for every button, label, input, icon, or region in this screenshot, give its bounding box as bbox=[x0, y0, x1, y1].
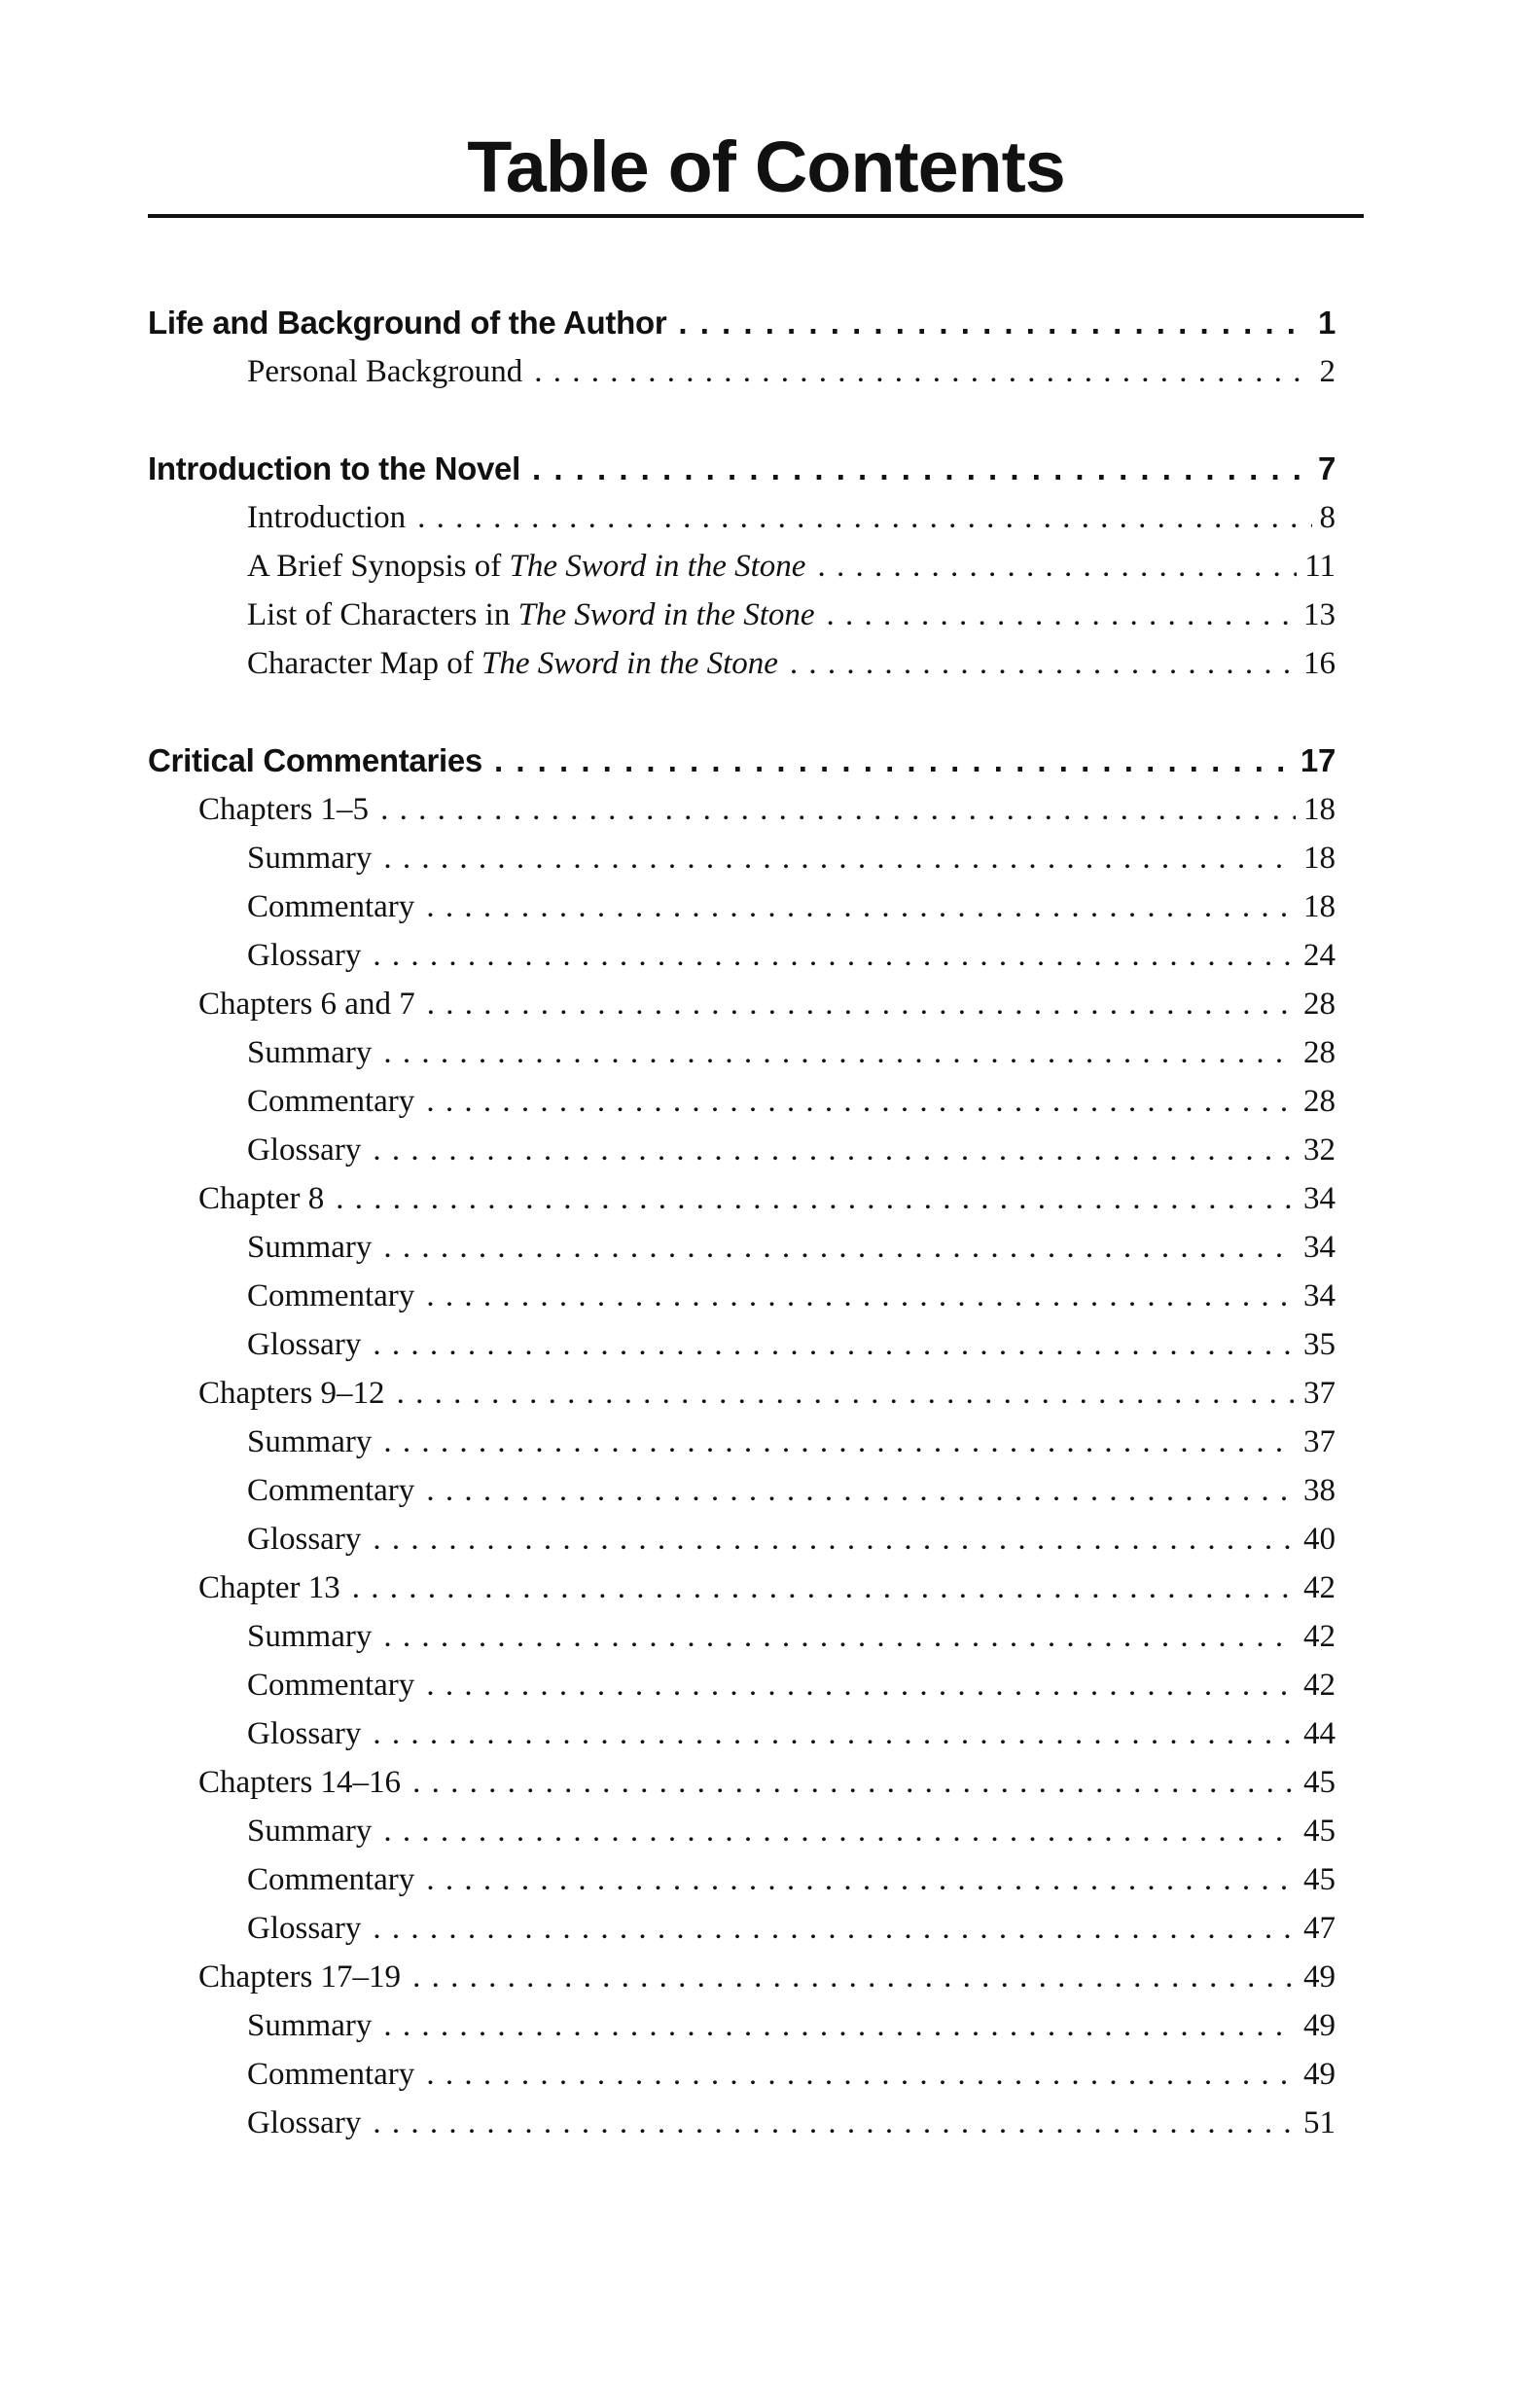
dot-leader bbox=[678, 305, 1310, 341]
dot-leader bbox=[426, 1084, 1296, 1120]
toc-page-number: 38 bbox=[1303, 1473, 1336, 1508]
toc-section-critical-commentaries[interactable] bbox=[148, 742, 1336, 779]
dot-leader bbox=[352, 1570, 1296, 1606]
dot-leader bbox=[383, 1619, 1296, 1655]
dot-leader bbox=[383, 1035, 1296, 1071]
toc-page-number: 16 bbox=[1303, 646, 1336, 681]
toc-entry-label: Chapter 13 bbox=[198, 1570, 340, 1605]
dot-leader bbox=[790, 646, 1296, 682]
toc-entry-label: Glossary bbox=[247, 1911, 362, 1946]
toc-entry-summary[interactable] bbox=[247, 1814, 1336, 1850]
toc-entry-commentary[interactable] bbox=[247, 1084, 1336, 1120]
dot-leader bbox=[426, 1473, 1296, 1509]
toc-entry-commentary[interactable] bbox=[247, 1862, 1336, 1898]
dot-leader bbox=[426, 2057, 1296, 2093]
toc-entry-introduction[interactable] bbox=[247, 500, 1336, 536]
toc-entry-label: Glossary bbox=[247, 2105, 362, 2140]
toc-page-number: 8 bbox=[1319, 500, 1336, 535]
toc-page-number: 51 bbox=[1303, 2105, 1336, 2140]
toc-entry-glossary[interactable] bbox=[247, 2105, 1336, 2141]
toc-page-number: 45 bbox=[1303, 1862, 1336, 1897]
toc-page-number: 49 bbox=[1303, 1959, 1336, 1995]
toc-entry-label: Summary bbox=[247, 2008, 373, 2043]
toc-page-number: 45 bbox=[1303, 1765, 1336, 1800]
dot-leader bbox=[383, 1230, 1296, 1266]
dot-leader bbox=[373, 1132, 1296, 1168]
dot-leader bbox=[373, 1522, 1296, 1558]
toc-page-number: 49 bbox=[1303, 2008, 1336, 2043]
dot-leader bbox=[427, 987, 1296, 1023]
toc-page-number: 7 bbox=[1317, 450, 1336, 486]
toc-chapter[interactable] bbox=[198, 1376, 1336, 1412]
toc-page-number: 42 bbox=[1303, 1619, 1336, 1654]
dot-leader bbox=[426, 889, 1296, 925]
toc-page-number: 28 bbox=[1303, 1035, 1336, 1070]
toc-entry-commentary[interactable] bbox=[247, 1278, 1336, 1314]
toc-entry-summary[interactable] bbox=[247, 1035, 1336, 1071]
toc-page-number: 35 bbox=[1303, 1327, 1336, 1362]
dot-leader bbox=[373, 1911, 1296, 1947]
toc-page-number: 2 bbox=[1319, 354, 1336, 389]
toc-entry-summary[interactable] bbox=[247, 1230, 1336, 1266]
toc-entry-label: Chapters 9–12 bbox=[198, 1376, 385, 1411]
toc-entry-commentary[interactable] bbox=[247, 1473, 1336, 1509]
toc-entry-summary[interactable] bbox=[247, 1619, 1336, 1655]
toc-page-number: 42 bbox=[1303, 1668, 1336, 1703]
dot-leader bbox=[383, 1424, 1296, 1460]
toc-page-number: 1 bbox=[1317, 305, 1336, 341]
toc-entry-label: Glossary bbox=[247, 1327, 362, 1362]
dot-leader bbox=[426, 1862, 1296, 1898]
toc-entry-label: Glossary bbox=[247, 1716, 362, 1751]
dot-leader bbox=[426, 1668, 1296, 1704]
toc-chapter[interactable] bbox=[198, 1570, 1336, 1606]
toc-entry-label: Chapters 14–16 bbox=[198, 1765, 402, 1800]
toc-entry-label: Commentary bbox=[247, 1278, 415, 1313]
toc-page-number: 32 bbox=[1303, 1132, 1336, 1168]
toc-entry-brief-synopsis[interactable] bbox=[247, 549, 1336, 585]
dot-leader bbox=[417, 500, 1311, 536]
toc-entry-label: Chapters 6 and 7 bbox=[198, 987, 415, 1022]
dot-leader bbox=[534, 354, 1311, 390]
toc-entry-label: Critical Commentaries bbox=[148, 742, 482, 778]
toc-page-number: 11 bbox=[1304, 549, 1336, 584]
toc-entry-label: List of Characters in The Sword in the Stone bbox=[247, 597, 815, 632]
book-title: The Sword in the Stone bbox=[517, 597, 815, 632]
toc-page-number: 24 bbox=[1303, 938, 1336, 973]
book-title: The Sword in the Stone bbox=[509, 549, 806, 584]
toc-entry-label: Summary bbox=[247, 1035, 373, 1070]
dot-leader bbox=[412, 1959, 1296, 1995]
dot-leader bbox=[373, 938, 1296, 974]
toc-entry-label: Character Map of The Sword in the Stone bbox=[247, 646, 778, 681]
toc-section-introduction-novel[interactable] bbox=[148, 450, 1336, 487]
toc-page-number: 37 bbox=[1303, 1424, 1336, 1459]
toc-entry-label: Glossary bbox=[247, 938, 362, 973]
toc-entry-label: Introduction to the Novel bbox=[148, 450, 520, 486]
toc-chapter[interactable] bbox=[198, 792, 1336, 828]
dot-leader bbox=[397, 1376, 1296, 1412]
title-rule bbox=[148, 214, 1364, 218]
toc-entry-commentary[interactable] bbox=[247, 2057, 1336, 2093]
toc-chapter[interactable] bbox=[198, 1181, 1336, 1217]
dot-leader bbox=[494, 742, 1293, 779]
toc-entry-summary[interactable] bbox=[247, 1424, 1336, 1460]
toc-entry-label: Commentary bbox=[247, 1668, 415, 1703]
dot-leader bbox=[383, 1814, 1296, 1850]
toc-page-number: 37 bbox=[1303, 1376, 1336, 1411]
book-title: The Sword in the Stone bbox=[481, 646, 778, 681]
toc-entry-glossary[interactable] bbox=[247, 938, 1336, 974]
dot-leader bbox=[336, 1181, 1296, 1217]
toc-entry-list-of-characters[interactable] bbox=[247, 597, 1336, 633]
toc-page-number: 28 bbox=[1303, 987, 1336, 1022]
toc-entry-label: Summary bbox=[247, 1814, 373, 1849]
toc-entry-glossary[interactable] bbox=[247, 1911, 1336, 1947]
toc-entry-label: Commentary bbox=[247, 2057, 415, 2092]
dot-leader bbox=[817, 549, 1297, 585]
toc-entry-glossary[interactable] bbox=[247, 1716, 1336, 1752]
dot-leader bbox=[827, 597, 1296, 633]
toc-entry-label: Chapter 8 bbox=[198, 1181, 325, 1216]
toc-entry-label: Summary bbox=[247, 841, 373, 876]
toc-page-number: 18 bbox=[1303, 889, 1336, 924]
toc-entry-label: Life and Background of the Author bbox=[148, 305, 667, 341]
toc-page-number: 34 bbox=[1303, 1181, 1336, 1216]
toc-entry-label: Chapters 17–19 bbox=[198, 1959, 402, 1995]
toc-entry-character-map[interactable] bbox=[247, 646, 1336, 682]
dot-leader bbox=[532, 450, 1310, 487]
toc-entry-label: Glossary bbox=[247, 1522, 362, 1557]
toc-chapter[interactable] bbox=[198, 987, 1336, 1023]
toc-entry-personal-background[interactable] bbox=[247, 354, 1336, 390]
dot-leader bbox=[373, 1716, 1296, 1752]
toc-page-number: 47 bbox=[1303, 1911, 1336, 1946]
toc-page-number: 34 bbox=[1303, 1230, 1336, 1265]
dot-leader bbox=[383, 841, 1296, 877]
dot-leader bbox=[373, 2105, 1296, 2141]
toc-entry-label: Personal Background bbox=[247, 354, 523, 389]
toc-entry-label: Summary bbox=[247, 1619, 373, 1654]
toc-chapter[interactable] bbox=[198, 1959, 1336, 1995]
page-title: Table of Contents bbox=[467, 126, 1065, 207]
toc-entry-label: Commentary bbox=[247, 889, 415, 924]
toc-entry-label: Commentary bbox=[247, 1473, 415, 1508]
dot-leader bbox=[383, 2008, 1296, 2044]
dot-leader bbox=[412, 1765, 1296, 1801]
toc-page-number: 49 bbox=[1303, 2057, 1336, 2092]
toc-page-number: 45 bbox=[1303, 1814, 1336, 1849]
toc-page-number: 44 bbox=[1303, 1716, 1336, 1751]
dot-leader bbox=[373, 1327, 1296, 1363]
toc-entry-label: Chapters 1–5 bbox=[198, 792, 370, 827]
toc-section-life-background[interactable] bbox=[148, 305, 1336, 341]
toc-entry-commentary[interactable] bbox=[247, 1668, 1336, 1704]
toc-entry-summary[interactable] bbox=[247, 2008, 1336, 2044]
toc-entry-label: A Brief Synopsis of The Sword in the Stone bbox=[247, 549, 806, 584]
dot-leader bbox=[426, 1278, 1296, 1314]
toc-page-number: 34 bbox=[1303, 1278, 1336, 1313]
toc-page-number: 28 bbox=[1303, 1084, 1336, 1119]
toc-entry-label: Introduction bbox=[247, 500, 407, 535]
toc-entry-summary[interactable] bbox=[247, 841, 1336, 877]
toc-entry-glossary[interactable] bbox=[247, 1327, 1336, 1363]
toc-chapter[interactable] bbox=[198, 1765, 1336, 1801]
toc-entry-label: Summary bbox=[247, 1230, 373, 1265]
toc-page-number: 40 bbox=[1303, 1522, 1336, 1557]
toc-page-number: 42 bbox=[1303, 1570, 1336, 1605]
toc-entry-commentary[interactable] bbox=[247, 889, 1336, 925]
toc-page-number: 18 bbox=[1303, 841, 1336, 876]
toc-entry-glossary[interactable] bbox=[247, 1132, 1336, 1168]
toc-page-number: 17 bbox=[1300, 742, 1336, 778]
toc-entry-label: Summary bbox=[247, 1424, 373, 1459]
toc-page-number: 13 bbox=[1303, 597, 1336, 632]
toc-entry-label: Commentary bbox=[247, 1084, 415, 1119]
toc-page-number: 18 bbox=[1303, 792, 1336, 827]
toc-entry-label: Commentary bbox=[247, 1862, 415, 1897]
toc-entry-glossary[interactable] bbox=[247, 1522, 1336, 1558]
toc-entry-label: Glossary bbox=[247, 1132, 362, 1168]
dot-leader bbox=[380, 792, 1296, 828]
